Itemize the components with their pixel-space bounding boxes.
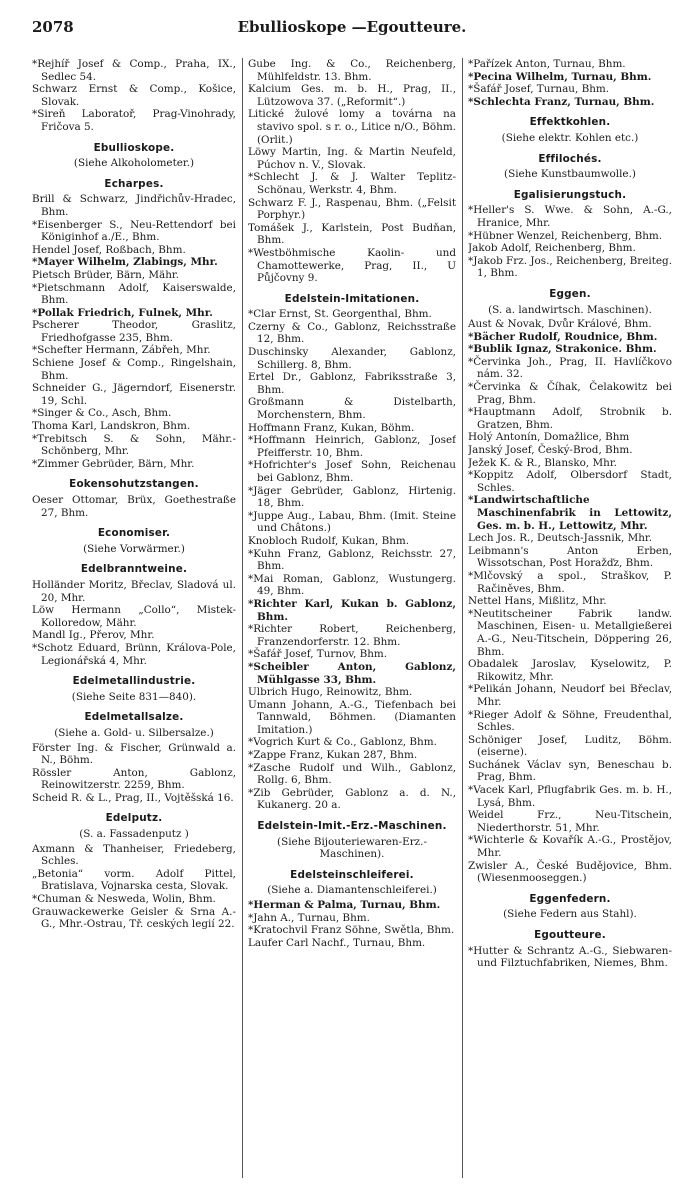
cross-reference: (Siehe Seite 831—840). — [71, 690, 197, 703]
company-entry: *Zappe Franz, Kukan 287, Bhm. — [248, 749, 418, 762]
company-entry: „Betonia“ vorm. Adolf Pittel, Bratislava, Vojnarska cesta, Slovak. — [32, 867, 236, 893]
company-entry: *Zib Gebrüder, Gablonz a. d. N., Kukanerg. 20 a. — [248, 786, 456, 812]
company-entry: *Clar Ernst, St. Georgenthal, Bhm. — [248, 308, 432, 321]
company-entry: *Mai Roman, Gablonz, Wustungerg. 49, Bhm. — [248, 572, 456, 598]
company-entry: Hendel Josef, Roßbach, Bhm. — [32, 243, 186, 256]
company-entry: *Neutitscheiner Fabrik landw. Maschinen, Eisen- u. Metallgießerei A.-G., Neu-Titschein, Döppering 26, Bhm. — [468, 607, 672, 658]
company-entry: *Hauptmann Adolf, Strobnik b. Gratzen, Bhm. — [468, 406, 672, 431]
section-heading: Effektkohlen. — [529, 116, 611, 129]
company-entry: *Westböhmische Kaolin- und Chamottewerke, Prag, II., U Půjčovny 9. — [248, 246, 456, 285]
company-entry: *Jahn A., Turnau, Bhm. — [248, 911, 370, 924]
section-heading: Edelbranntweine. — [80, 563, 188, 576]
company-entry: *Rieger Adolf & Söhne, Freudenthal, Schles. — [468, 708, 672, 734]
company-entry: Axmann & Thanheiser, Friedeberg, Schles. — [32, 842, 236, 868]
section-heading: Edelmetallindustrie. — [72, 675, 196, 688]
cross-reference: (Siehe Federn aus Stahl). — [503, 908, 637, 921]
cross-reference: (Siehe a. Diamantenschleiferei.) — [267, 884, 437, 897]
company-entry: Thoma Karl, Landskron, Bhm. — [32, 420, 191, 433]
company-entry: Czerny & Co., Gablonz, Reichsstraße 12, Bhm. — [248, 320, 456, 346]
company-entry: *Sireň Laboratoř, Prag-Vinohrady, Fričova 5. — [32, 108, 236, 133]
section-heading: Ebullioskope. — [93, 141, 175, 154]
company-entry: *Trebitsch S. & Sohn, Mähr.-Schönberg, Mhr. — [32, 432, 236, 458]
section-heading: Eggenfedern. — [529, 892, 611, 905]
cross-reference: (Siehe Alkoholometer.) — [73, 157, 195, 170]
company-entry: *Schefter Hermann, Zábřeh, Mhr. — [32, 344, 211, 357]
company-entry: *Pelikán Johann, Neudorf bei Břeclav, Mhr. — [468, 683, 672, 708]
company-entry: Tomášek J., Karlstein, Post Budňan, Bhm. — [248, 221, 456, 247]
section-heading: Edelstein-Imit.-Erz.-Maschinen. — [257, 820, 447, 833]
company-entry: Ježek K. & R., Blansko, Mhr. — [468, 456, 617, 469]
company-entry: *Bublik Ignaz, Strakonice. Bhm. — [468, 343, 657, 356]
company-entry: Gube Ing. & Co., Reichenberg, Mühlfeldstr. 13. Bhm. — [248, 58, 456, 83]
company-entry: Förster Ing. & Fischer, Grünwald a. N., Böhm. — [32, 741, 236, 767]
section-heading: Edelputz. — [105, 812, 163, 825]
section-heading: Egalisierungstuch. — [513, 188, 627, 201]
company-entry: Umann Johann, A.-G., Tiefenbach bei Tannwald, Böhmen. (Diamanten Imitation.) — [248, 698, 456, 736]
column-middle — [248, 58, 456, 1178]
company-entry: *Hübner Wenzel, Reichenberg, Bhm. — [468, 229, 663, 242]
company-entry: *Mayer Wilhelm, Zlabings, Mhr. — [32, 256, 218, 269]
company-entry: Schwarz Ernst & Comp., Košice, Slovak. — [32, 83, 236, 108]
company-entry: Pietsch Brüder, Bärn, Mähr. — [32, 268, 180, 281]
running-title: Ebullioskope —Egoutteure. — [237, 18, 467, 36]
directory-columns — [30, 58, 672, 1178]
section-heading: Edelmetallsalze. — [84, 711, 184, 724]
company-entry: Hoffmann Franz, Kukan, Böhm. — [248, 421, 415, 434]
company-entry: *Kratochvil Franz Söhne, Swětla, Bhm. — [248, 924, 455, 937]
company-entry: *Scheibler Anton, Gablonz, Mühlgasse 33, Bhm. — [248, 660, 456, 686]
column-divider — [462, 58, 463, 1178]
company-entry: Zwisler A., České Budějovice, Bhm. (Wiesenmooseggen.) — [468, 859, 672, 885]
company-entry: *Jäger Gebrüder, Gablonz, Hirtenig. 18, Bhm. — [248, 484, 456, 510]
section-heading: Edelstein-Imitationen. — [284, 292, 420, 305]
company-entry: *Vacek Karl, Pflugfabrik Ges. m. b. H., Lysá, Bhm. — [468, 784, 672, 809]
company-entry: *Zimmer Gebrüder, Bärn, Mhr. — [32, 457, 195, 470]
company-entry: *Chuman & Nesweda, Wolin, Bhm. — [32, 893, 216, 906]
company-entry: *Herman & Palma, Turnau, Bhm. — [248, 899, 441, 911]
company-entry: Scheid R. & L., Prag, II., Vojtěšská 16. — [32, 791, 234, 804]
company-entry: *Bächer Rudolf, Roudnice, Bhm. — [468, 330, 658, 343]
company-entry: Jakob Adolf, Reichenberg, Bhm. — [468, 242, 636, 255]
company-entry: Obadalek Jaroslav, Kyselowitz, P. Rikowitz, Mhr. — [468, 658, 672, 683]
company-entry: Schiene Josef & Comp., Ringelshain, Bhm. — [32, 357, 236, 382]
company-entry: *Červinka Joh., Prag, II. Havlíčkovo nám. 32. — [468, 355, 672, 381]
company-entry: *Wichterle & Kovařík A.-G., Prostějov, Mhr. — [468, 834, 672, 860]
company-entry: *Jakob Frz. Jos., Reichenberg, Breiteg. 1, Bhm. — [468, 254, 672, 280]
section-heading: Echarpes. — [104, 177, 164, 190]
column-left — [32, 58, 236, 1178]
company-entry: *Mlčovský a spol., Straškov, P. Račiněves, Bhm. — [468, 569, 672, 595]
company-entry: *Rejhíř Josef & Comp., Praha, IX., Sedlec 54. — [32, 58, 236, 83]
company-entry: *Hoffmann Heinrich, Gablonz, Josef Pfeifferstr. 10, Bhm. — [248, 434, 456, 459]
company-entry: Löw Hermann „Collo“, Mistek-Kolloredow, Mähr. — [32, 604, 236, 629]
company-entry: Holý Antonín, Domažlice, Bhm — [468, 431, 630, 444]
company-entry: Holländer Moritz, Břeclav, Sladová ul. 20, Mhr. — [32, 578, 236, 604]
cross-reference: (Siehe a. Gold- u. Silbersalze.) — [54, 726, 214, 739]
company-entry: *Červinka & Číhak, Čelakowitz bei Prag, Bhm. — [468, 381, 672, 406]
company-entry: *Pecina Wilhelm, Turnau, Bhm. — [468, 70, 652, 83]
company-entry: Löwy Martin, Ing. & Martin Neufeld, Púchov n. V., Slovak. — [248, 146, 456, 171]
column-divider — [242, 58, 243, 1178]
cross-reference: (S. a. landwirtsch. Maschinen). — [488, 303, 652, 316]
company-entry: Grauwackewerke Geisler & Srna A.-G., Mhr.-Ostrau, Tř. ceských legií 22. — [32, 905, 236, 931]
company-entry: *Richter Karl, Kukan b. Gablonz, Bhm. — [248, 597, 456, 623]
company-entry: Brill & Schwarz, Jindřichův-Hradec, Bhm. — [32, 193, 236, 218]
section-heading: Eokensohutzstangen. — [69, 478, 199, 491]
cross-reference: (Siehe Bijouteriewaren-Erz.-Maschinen). — [277, 835, 427, 861]
company-entry: *Pollak Friedrich, Fulnek, Mhr. — [32, 306, 213, 319]
section-heading: Egoutteure. — [534, 929, 606, 941]
company-entry: *Hutter & Schrantz A.-G., Siebwaren- und Filztuchfabriken, Niemes, Bhm. — [468, 944, 672, 970]
company-entry: *Zasche Rudolf und Wilh., Gablonz, Rollg. 6, Bhm. — [248, 761, 456, 787]
company-entry: Laufer Carl Nachf., Turnau, Bhm. — [248, 936, 426, 949]
company-entry: Leibmann's Anton Erben, Wissotschan, Post Horažďz, Bhm. — [468, 544, 672, 570]
company-entry: *Vogrich Kurt & Co., Gablonz, Bhm. — [248, 736, 437, 749]
company-entry: *Hofrichter's Josef Sohn, Reichenau bei Gablonz, Bhm. — [248, 459, 456, 484]
company-entry: *Eisenberger S., Neu-Rettendorf bei Königinhof a./E., Bhm. — [32, 218, 236, 244]
company-entry: Ulbrich Hugo, Reinowitz, Bhm. — [248, 686, 413, 699]
company-entry: *Šafář Josef, Turnov, Bhm. — [248, 648, 388, 661]
company-entry: Knobloch Rudolf, Kukan, Bhm. — [248, 534, 410, 547]
company-entry: Oeser Ottomar, Brüx, Goethestraße 27, Bhm. — [32, 494, 236, 519]
company-entry: *Schlechta Franz, Turnau, Bhm. — [468, 95, 655, 108]
company-entry: Rössler Anton, Gablonz, Reinowitzerstr. 2259, Bhm. — [32, 766, 236, 792]
company-entry: Nettel Hans, Mißlitz, Mhr. — [468, 595, 607, 608]
company-entry: Großmann & Distelbarth, Morchenstern, Bhm. — [248, 396, 456, 422]
section-heading: Eggen. — [549, 287, 591, 300]
company-entry: Weidel Frz., Neu-Titschein, Niederthorstr. 51, Mhr. — [468, 809, 672, 834]
company-entry: Litické žulové lomy a továrna na stavivo spol. s r. o., Litice n/O., Böhm. (Orlit.) — [248, 108, 456, 146]
cross-reference: (Siehe Kunstbaumwolle.) — [504, 168, 636, 181]
cross-reference: (S. a. Fassadenputz ) — [79, 828, 189, 841]
company-entry: Schneider G., Jägerndorf, Eisenerstr. 19, Schl. — [32, 382, 236, 407]
company-entry: Kalcium Ges. m. b. H., Prag, II., Lützowova 37. („Reformit“.) — [248, 83, 456, 108]
section-heading: Effilochés. — [538, 152, 602, 165]
company-entry: *Heller's S. Wwe. & Sohn, A.-G., Hranice, Mhr. — [468, 204, 672, 229]
company-entry: *Šafář Josef, Turnau, Bhm. — [468, 83, 610, 96]
company-entry: Ertel Dr., Gablonz, Fabriksstraße 3, Bhm. — [248, 371, 456, 396]
company-entry: Pscherer Theodor, Graslitz, Friedhofgasse 235, Bhm. — [32, 319, 236, 344]
company-entry: *Singer & Co., Asch, Bhm. — [32, 407, 172, 420]
cross-reference: (Siehe elektr. Kohlen etc.) — [501, 131, 639, 144]
company-entry: Schwarz F. J., Raspenau, Bhm. („Felsit Porphyr.) — [248, 196, 456, 222]
company-entry: Aust & Novak, Dvůr Králové, Bhm. — [468, 318, 652, 331]
company-entry: *Richter Robert, Reichenberg, Franzendorferstr. 12. Bhm. — [248, 623, 456, 648]
company-entry: *Pařízek Anton, Turnau, Bhm. — [468, 58, 626, 70]
company-entry: Schöniger Josef, Luditz, Böhm. (eiserne). — [468, 733, 672, 759]
company-entry: *Kuhn Franz, Gablonz, Reichsstr. 27, Bhm. — [248, 547, 456, 573]
page-header — [32, 18, 672, 42]
company-entry: *Pietschmann Adolf, Kaiserswalde, Bhm. — [32, 281, 236, 307]
company-entry: Janský Josef, Český-Brod, Bhm. — [468, 444, 633, 457]
page-number: 2078 — [32, 18, 74, 36]
company-entry: Suchánek Václav syn, Beneschau b. Prag, Bhm. — [468, 758, 672, 784]
cross-reference: (Siehe Vorwärmer.) — [83, 542, 185, 555]
company-entry: *Schotz Eduard, Brünn, Králova-Pole, Legionářská 4, Mhr. — [32, 641, 236, 667]
company-entry: *Landwirtschaftliche Maschinenfabrik in Lettowitz, Ges. m. b. H., Lettowitz, Mhr. — [468, 494, 672, 532]
company-entry: *Koppitz Adolf, Olbersdorf Stadt, Schles. — [468, 469, 672, 494]
company-entry: Mandl Ig., Přerov, Mhr. — [32, 629, 155, 642]
company-entry: *Schlecht J. & J. Walter Teplitz-Schönau, Werkstr. 4, Bhm. — [248, 171, 456, 196]
section-heading: Edelsteinschleiferei. — [290, 868, 414, 881]
column-right — [468, 58, 672, 1178]
company-entry: Duschinsky Alexander, Gablonz, Schillerg. 8, Bhm. — [248, 346, 456, 371]
section-heading: Economiser. — [97, 527, 171, 540]
company-entry: *Juppe Aug., Labau, Bhm. (Imit. Steine und Châtons.) — [248, 509, 456, 535]
company-entry: Lech Jos. R., Deutsch-Jassnik, Mhr. — [468, 532, 653, 545]
